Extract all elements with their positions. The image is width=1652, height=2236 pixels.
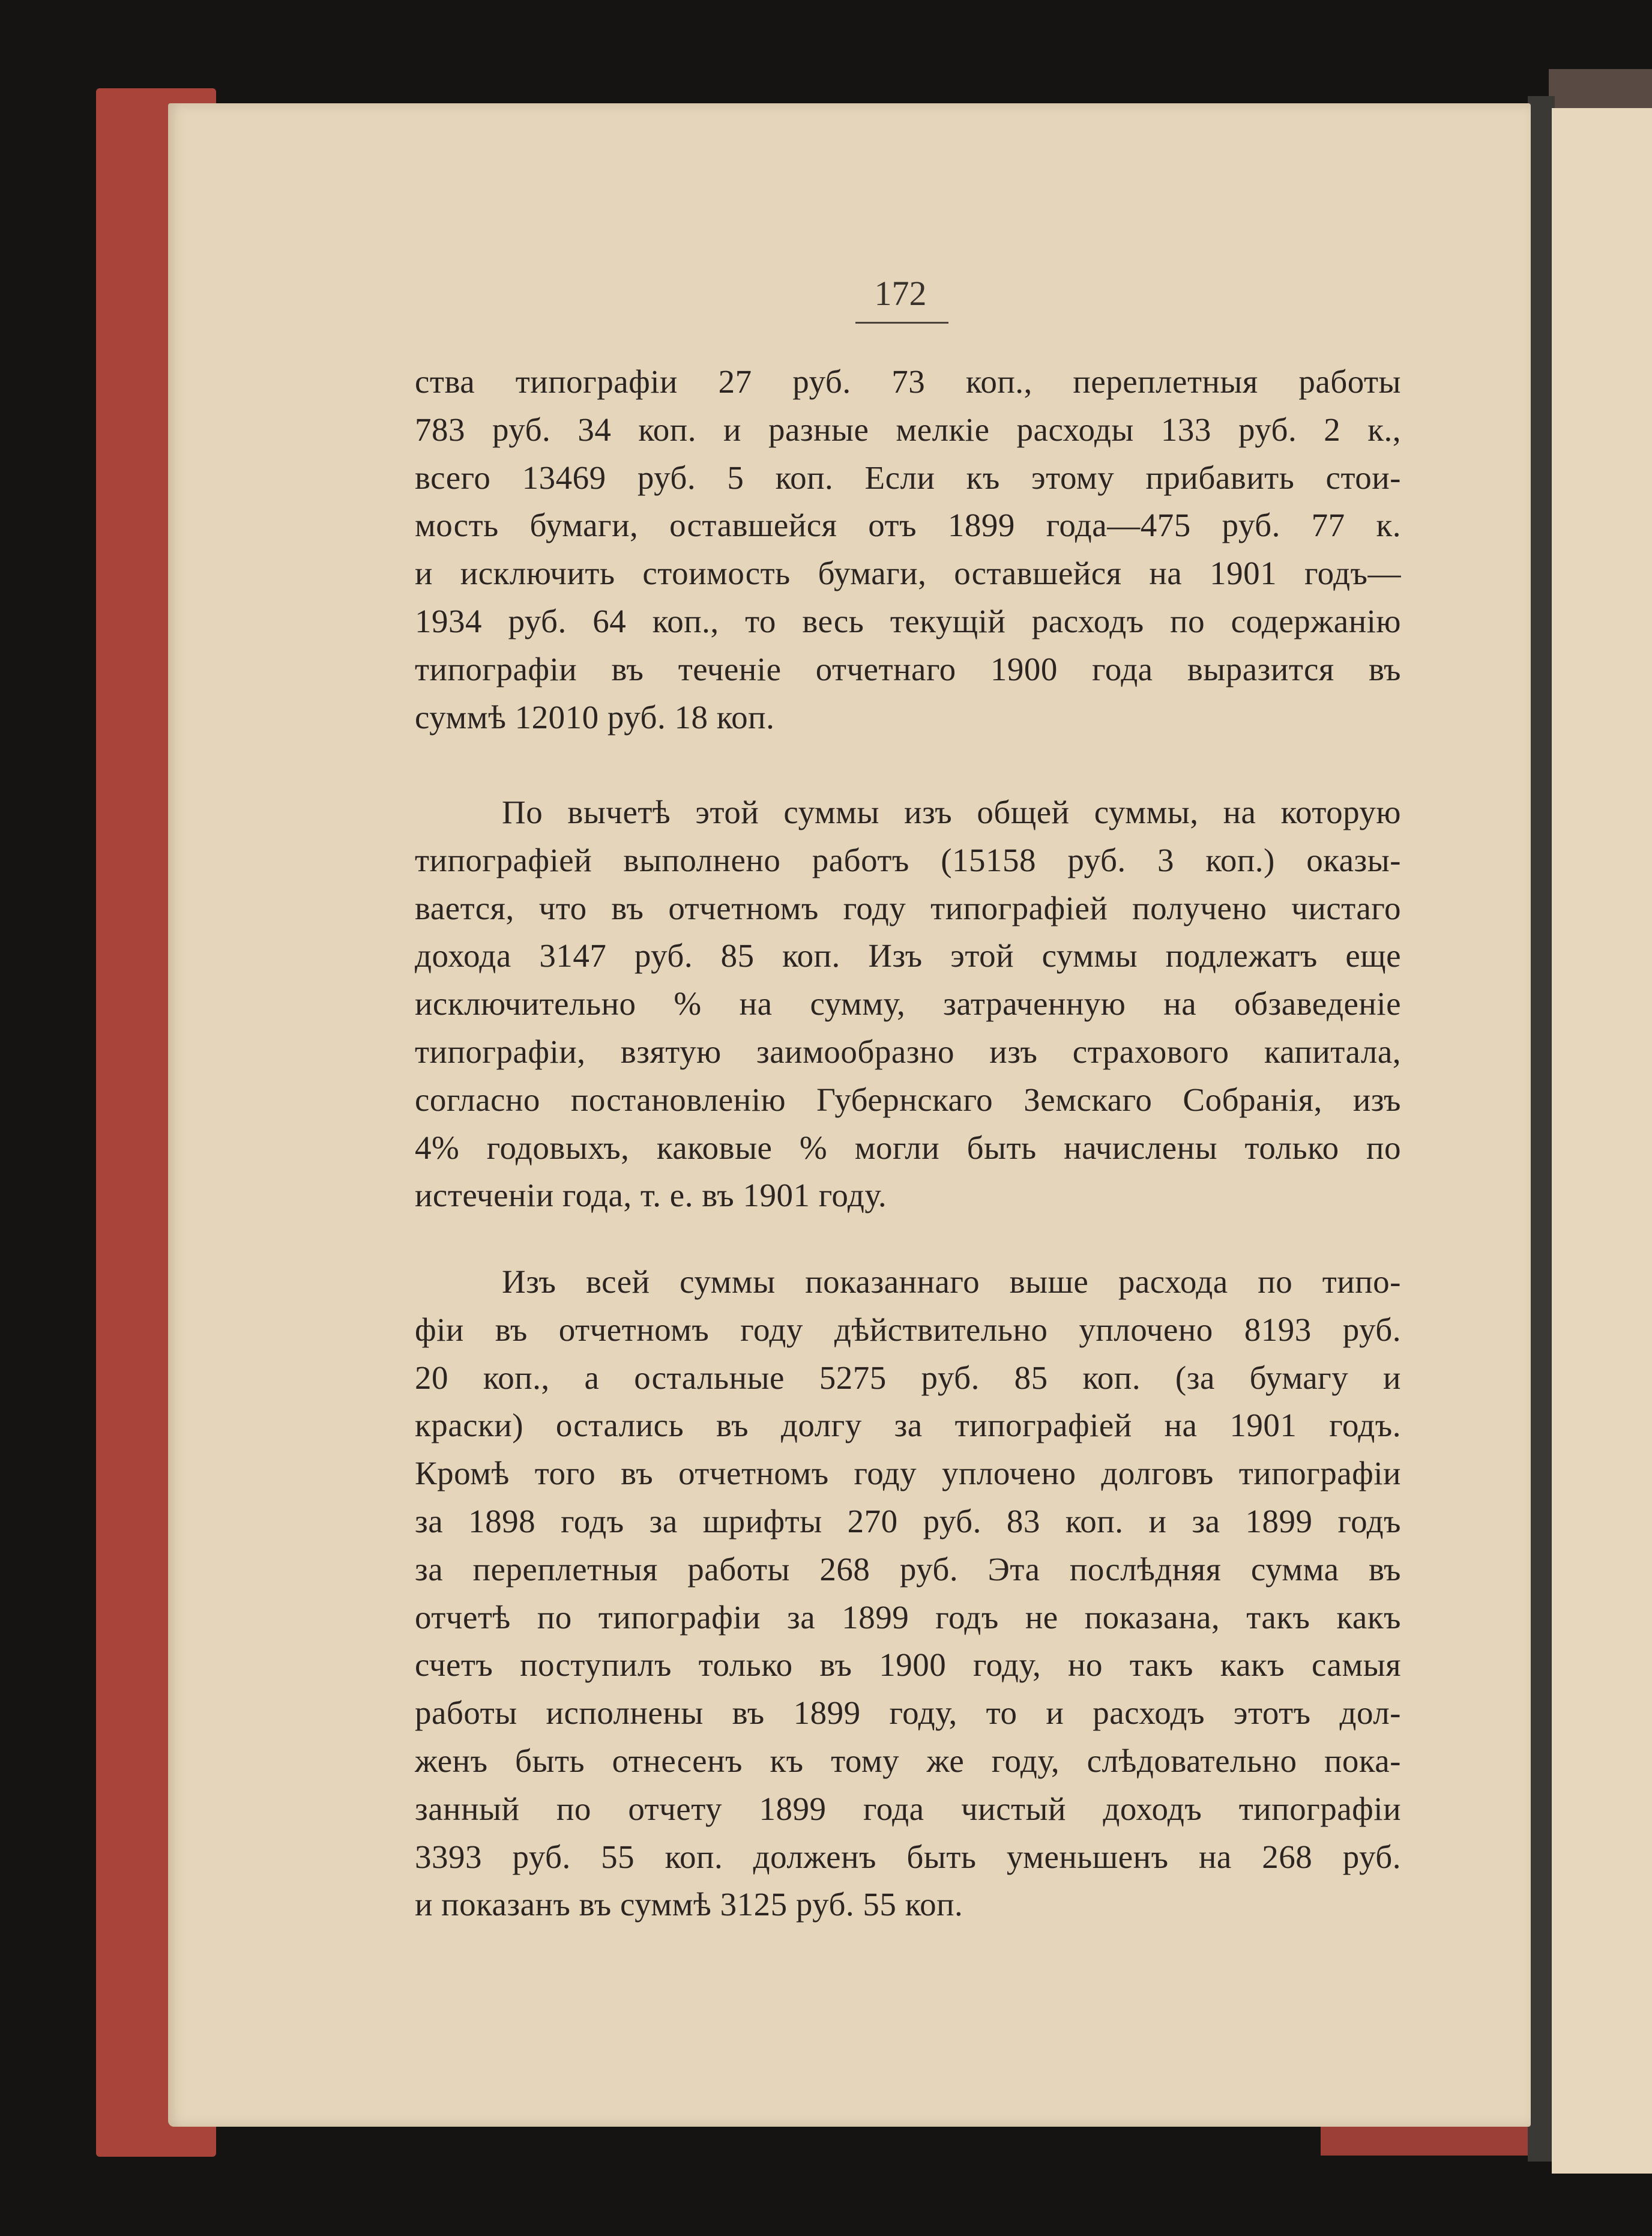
text-line: ства типографіи 27 руб. 73 коп., переплетныя работы [415, 363, 1401, 400]
text-line: краски) остались въ долгу за типографіей на 1901 годъ. [415, 1407, 1401, 1444]
text-line: 1934 руб. 64 коп., то весь текущій расходъ по содержанію [415, 603, 1401, 639]
text-line: мость бумаги, оставшейся отъ 1899 года—475 руб. 77 к. [415, 507, 1401, 544]
text-line: женъ быть отнесенъ къ тому же году, слѣдовательно пока- [415, 1742, 1401, 1779]
page-number: 172 [874, 274, 927, 313]
text-line: за переплетныя работы 268 руб. Эта послѣдняя сумма въ [415, 1550, 1401, 1588]
text-line: истеченіи года, т. е. въ 1901 году. [415, 1177, 887, 1214]
text-line: счетъ поступилъ только въ 1900 году, но такъ какъ самыя [415, 1646, 1401, 1684]
text-line: работы исполнены въ 1899 году, то и расходъ этотъ дол- [415, 1694, 1401, 1732]
text-line: 3393 руб. 55 коп. долженъ быть уменьшенъ на 268 руб. [415, 1838, 1401, 1875]
text-line: отчетѣ по типографіи за 1899 годъ не показана, такъ какъ [415, 1598, 1401, 1636]
text-line: вается, что въ отчетномъ году типографіей получено чистаго [415, 889, 1401, 926]
text-line: Изъ всей суммы показаннаго выше расхода по типо- [502, 1263, 1401, 1300]
next-page [1552, 108, 1652, 2174]
text-line: суммѣ 12010 руб. 18 коп. [415, 698, 775, 736]
text-line: 783 руб. 34 коп. и разные мелкіе расходы 133 руб. 2 к., [415, 411, 1401, 448]
book-gutter [1528, 96, 1555, 2162]
text-line: согласно постановленію Губернскаго Земскаго Собранія, изъ [415, 1081, 1401, 1118]
text-line: занный по отчету 1899 года чистый доходъ типографіи [415, 1790, 1401, 1827]
text-line: По вычетѣ этой суммы изъ общей суммы, на которую [502, 794, 1401, 830]
text-line: Кромѣ того въ отчетномъ году уплочено долговъ типографіи [415, 1455, 1401, 1492]
text-line: и показанъ въ суммѣ 3125 руб. 55 коп. [415, 1886, 963, 1923]
text-line: дохода 3147 руб. 85 коп. Изъ этой суммы подлежатъ еще [415, 937, 1401, 974]
page-number-rule [855, 322, 948, 324]
text-line: типографіей выполнено работъ (15158 руб. 3 коп.) оказы- [415, 841, 1401, 878]
text-line: за 1898 годъ за шрифты 270 руб. 83 коп. и за 1899 годъ [415, 1503, 1401, 1540]
text-line: фіи въ отчетномъ году дѣйствительно уплочено 8193 руб. [415, 1311, 1401, 1348]
text-line: 20 коп., а остальные 5275 руб. 85 коп. (за бумагу и [415, 1359, 1401, 1396]
text-line: типографіи въ теченіе отчетнаго 1900 года выразится въ [415, 650, 1401, 687]
text-line: всего 13469 руб. 5 коп. Если къ этому прибавить стои- [415, 459, 1401, 496]
text-line: исключительно % на сумму, затраченную на обзаведеніе [415, 985, 1401, 1023]
text-line: 4% годовыхъ, каковые % могли быть начислены только по [415, 1129, 1401, 1166]
text-line: типографіи, взятую заимообразно изъ страхового капитала, [415, 1033, 1401, 1070]
text-line: и исключить стоимость бумаги, оставшейся на 1901 годъ— [415, 555, 1401, 592]
